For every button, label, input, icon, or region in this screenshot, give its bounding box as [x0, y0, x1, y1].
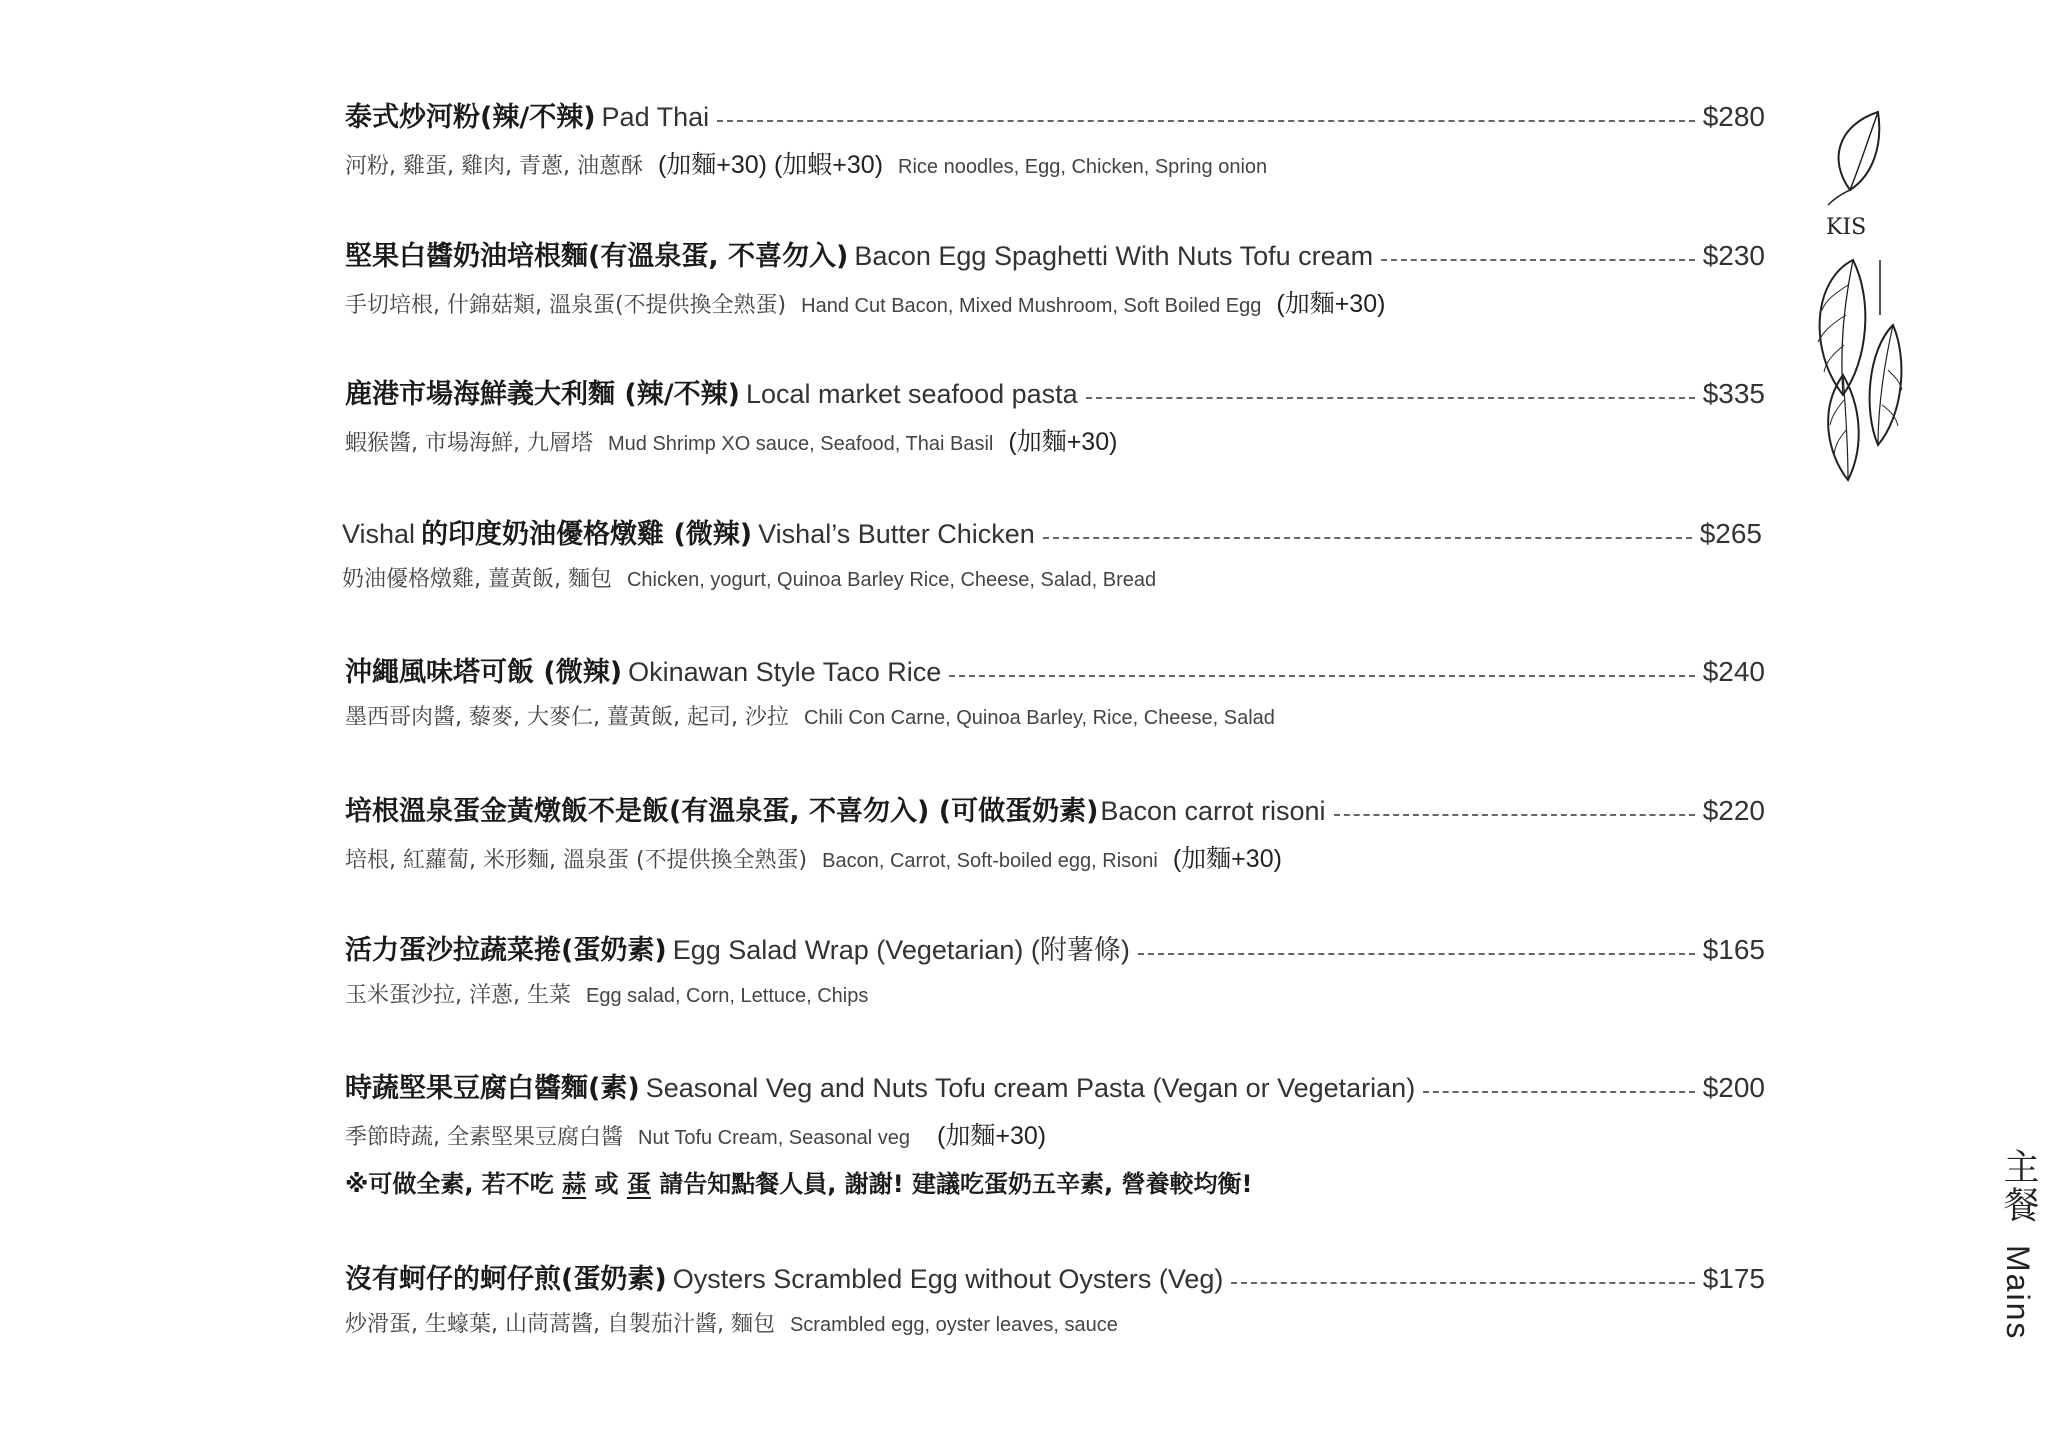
item-desc-zh: 河粉, 雞蛋, 雞肉, 青蔥, 油蔥酥	[345, 154, 643, 179]
note-egg: 蛋	[626, 1170, 651, 1198]
item-price: $265	[1699, 518, 1762, 549]
item-name-zh: 時蔬堅果豆腐白醬麵(素)	[345, 1073, 640, 1104]
item-desc-en: Hand Cut Bacon, Mixed Mushroom, Soft Boiled Egg	[801, 295, 1262, 317]
item-desc-zh: 培根, 紅蘿蔔, 米形麵, 溫泉蛋 (不提供換全熟蛋)	[345, 848, 808, 873]
item-desc-zh: 炒滑蛋, 生蠔葉, 山茼蒿醬, 自製茄汁醬, 麵包	[345, 1312, 775, 1337]
item-name-zh: 堅果白醬奶油培根麵(有溫泉蛋, 不喜勿入)	[345, 241, 849, 272]
item-addon: (加麵+30)	[1172, 845, 1282, 873]
menu-item-bacon-risoni	[345, 789, 1765, 875]
item-desc-en: Mud Shrimp XO sauce, Seafood, Thai Basil	[607, 433, 994, 455]
item-name-en: Pad Thai	[601, 102, 710, 132]
dotted-leader	[1138, 953, 1695, 955]
item-name-en: Oysters Scrambled Egg without Oysters (Veg)	[672, 1264, 1224, 1294]
item-name-en: Bacon carrot risoni	[1100, 796, 1326, 826]
item-name-zh: 沖繩風味塔可飯 (微辣)	[345, 657, 623, 688]
item-name-en: Local market seafood pasta	[745, 379, 1078, 409]
item-desc-en: Chicken, yogurt, Quinoa Barley Rice, Cheese, Salad, Bread	[626, 569, 1157, 591]
item-desc-zh: 手切培根, 什錦菇類, 溫泉蛋(不提供換全熟蛋)	[345, 293, 787, 318]
item-price: $280	[1702, 101, 1765, 132]
item-name-zh: 鹿港市場海鮮義大利麵 (辣/不辣)	[345, 379, 740, 410]
item-name-en: Egg Salad Wrap (Vegetarian) (附薯條)	[672, 935, 1130, 965]
item-desc-en: Chili Con Carne, Quinoa Barley, Rice, Cheese, Salad	[803, 707, 1275, 729]
item-price: $200	[1702, 1072, 1765, 1103]
item-name-en: Bacon Egg Spaghetti With Nuts Tofu cream	[854, 241, 1374, 271]
item-desc-zh: 奶油優格燉雞, 薑黃飯, 麵包	[342, 567, 612, 592]
item-name-en: Vishal’s Butter Chicken	[758, 519, 1035, 549]
item-price: $230	[1702, 240, 1765, 271]
item-name-zh: 活力蛋沙拉蔬菜捲(蛋奶素)	[345, 935, 667, 966]
item-desc-zh: 季節時蔬, 全素堅果豆腐白醬	[345, 1125, 623, 1150]
dotted-leader	[1381, 259, 1695, 261]
menu-item-tofu-cream-pasta	[345, 1066, 1765, 1199]
note-garlic: 蒜	[562, 1170, 587, 1198]
item-price: $335	[1702, 378, 1765, 409]
item-addon: (加麵+30)	[937, 1122, 1047, 1150]
item-desc-en: Rice noodles, Egg, Chicken, Spring onion	[898, 156, 1268, 178]
item-addon: (加麵+30) (加蝦+30)	[657, 151, 884, 179]
leaf-icon	[1808, 110, 1908, 490]
dotted-leader	[717, 120, 1695, 122]
item-addon: (加麵+30)	[1008, 428, 1118, 456]
item-name-en: Okinawan Style Taco Rice	[628, 657, 942, 687]
item-desc-en: Egg salad, Corn, Lettuce, Chips	[585, 985, 869, 1007]
menu-item-oyster-omelette	[345, 1257, 1765, 1338]
note-or: 或	[594, 1170, 619, 1198]
section-heading-zh: 主餐	[1998, 1148, 2039, 1224]
item-name-zh: 的印度奶油優格燉雞 (微辣)	[421, 519, 753, 550]
item-desc-en: Bacon, Carrot, Soft-boiled egg, Risoni	[822, 850, 1158, 872]
note-text-2: 請告知點餐人員, 謝謝! 建議吃蛋奶五辛素, 營養較均衡!	[659, 1170, 1253, 1198]
item-name-zh: 沒有蚵仔的蚵仔煎(蛋奶素)	[345, 1264, 667, 1295]
dotted-leader	[1086, 397, 1695, 399]
dotted-leader	[1423, 1091, 1695, 1093]
item-price: $240	[1702, 656, 1765, 687]
menu-item-pad-thai	[345, 95, 1765, 181]
item-name-zh: 培根溫泉蛋金黃燉飯不是飯(有溫泉蛋, 不喜勿入) (可做蛋奶素)	[345, 796, 1099, 827]
item-price: $220	[1702, 795, 1765, 826]
item-desc-zh: 墨西哥肉醬, 藜麥, 大麥仁, 薑黃飯, 起司, 沙拉	[345, 705, 789, 730]
item-desc-zh: 蝦猴醬, 市場海鮮, 九層塔	[345, 431, 593, 456]
item-desc-en: Nut Tofu Cream, Seasonal veg	[638, 1127, 911, 1149]
menu-item-butter-chicken	[342, 512, 1762, 593]
item-desc-en: Scrambled egg, oyster leaves, sauce	[789, 1314, 1118, 1336]
section-heading-en: Mains	[2000, 1245, 2036, 1341]
item-price: $175	[1702, 1263, 1765, 1294]
dotted-leader	[949, 675, 1694, 677]
dotted-leader	[1231, 1282, 1694, 1284]
item-name-zh: 泰式炒河粉(辣/不辣)	[345, 102, 596, 133]
item-name-prefix: Vishal	[342, 519, 416, 549]
item-addon: (加麵+30)	[1276, 290, 1386, 318]
note-text: ※可做全素, 若不吃	[345, 1170, 554, 1198]
vegan-note	[345, 1164, 1765, 1199]
menu-item-seafood-pasta	[345, 372, 1765, 458]
item-desc-zh: 玉米蛋沙拉, 洋蔥, 生菜	[345, 983, 571, 1008]
svg-text:KIS: KIS	[1826, 215, 1867, 240]
menu-item-taco-rice	[345, 650, 1765, 731]
leaf-logo-illustration	[1808, 110, 1908, 494]
menu-item-bacon-spaghetti	[345, 234, 1765, 320]
item-price: $165	[1702, 934, 1765, 965]
section-heading	[1993, 1148, 2044, 1341]
menu-item-egg-salad-wrap	[345, 928, 1765, 1009]
item-name-en: Seasonal Veg and Nuts Tofu cream Pasta (Vegan or Vegetarian)	[645, 1073, 1416, 1103]
dotted-leader	[1043, 537, 1692, 539]
dotted-leader	[1334, 814, 1695, 816]
